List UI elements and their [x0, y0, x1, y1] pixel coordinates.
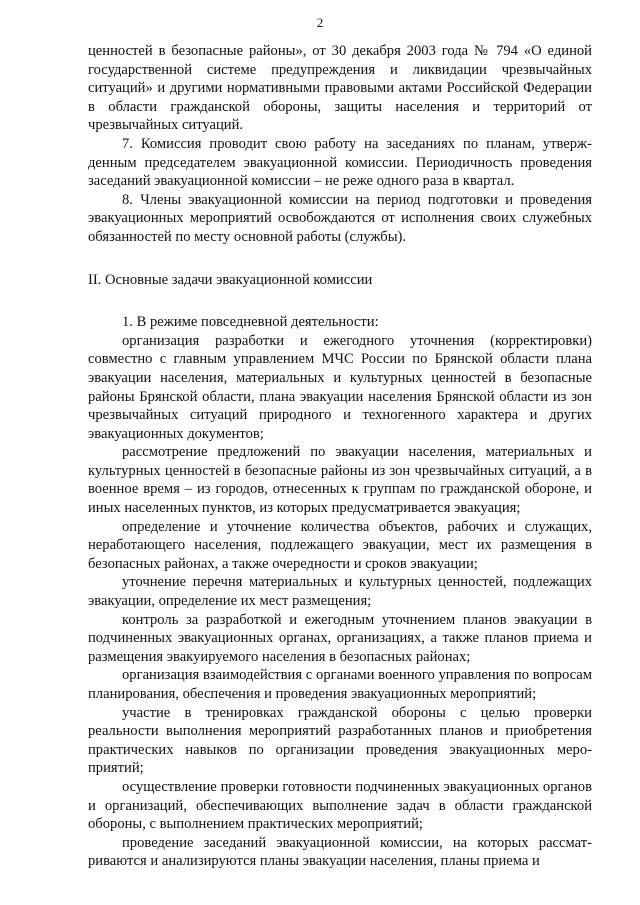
list-item: участие в тренировках гражданской обороны с целью проверки реальности выполнения мероприятий разработанных планов и приобретения практических навыков по организации проведения эвакуационных мероприятий;: [88, 704, 592, 777]
document-body: [88, 42, 592, 871]
list-item: проведение заседаний эвакуационной комиссии, на которых рассматриваются и анализируются планы эвакуации населения, планы приема и: [88, 834, 592, 870]
list-item: контроль за разработкой и ежегодным уточнением планов эвакуации в подчиненных эвакуационных органах, организациях, а также планов приема и размещения эвакуируемого населения в безопасных районах;: [88, 611, 592, 665]
list-item: уточнение перечня материальных и культурных ценностей, подлежащих эвакуации, определение их мест размещения;: [88, 574, 592, 610]
paragraph-item-8: 8. Члены эвакуационной комиссии на период подготовки и проведения эвакуационных мероприятий освобождаются от исполнения своих служебных обязанностей по месту основной работы (службы).: [88, 191, 592, 245]
paragraph-item-7: 7. Комиссия проводит свою работу на заседаниях по планам, утвержденным председателем эвакуационной комиссии. Периодичность проведения заседаний эвакуационной комиссии – не реже одного раза в квартал.: [88, 135, 592, 190]
list-item: организация взаимодействия с органами военного управления по вопросам планирования, обеспечения и проведения эвакуационных мероприятий;: [88, 667, 592, 702]
paragraph-continuation: ценностей в безопасные районы», от 30 декабря 2003 года № 794 «О единой государственной системе предупреждения и ликвидации чрезвычайных ситуаций» и другими нормативными правовыми актами Российской Федерации в области гражданской обороны, защиты населения и территорий от чрезвычайных ситуаций.: [88, 43, 592, 134]
list-item: осуществление проверки готовности подчиненных эвакуационных органов и организаций, обеспечивающих выполнение задач в области гражданской обороны, с выполнением практических мероприятий;: [88, 778, 592, 833]
page-number: 2: [316, 15, 324, 30]
section-heading: II. Основные задачи эвакуационной комиссии: [88, 271, 373, 288]
list-item: рассмотрение предложений по эвакуации населения, материальных и культурных ценностей в безопасные районы из зон чрезвычайных ситуаций, а в военное время – из городов, отнесенных к группам по гражданской обороне, и иных населенных пунктов, из которых предусматривается эвакуация;: [88, 444, 592, 517]
list-item: организация разработки и ежегодного уточнения (корректировки) совместно с главным управлением МЧС России по Брянской области плана эвакуации населения, материальных и культурных ценностей в безопасные районы Брянской области, плана эвакуации населения Брянской области из зон чрезвычайных ситуаций природного и техногенного характера и других эвакуационных документов;: [88, 332, 592, 442]
paragraph-subsection-1: 1. В режиме повседневной деятельности:: [122, 314, 379, 331]
list-item: определение и уточнение количества объектов, рабочих и служащих, неработающего населения, подлежащего эвакуации, мест их размещения в безопасных районах, а также очередности и сроков эвакуации;: [88, 518, 592, 572]
